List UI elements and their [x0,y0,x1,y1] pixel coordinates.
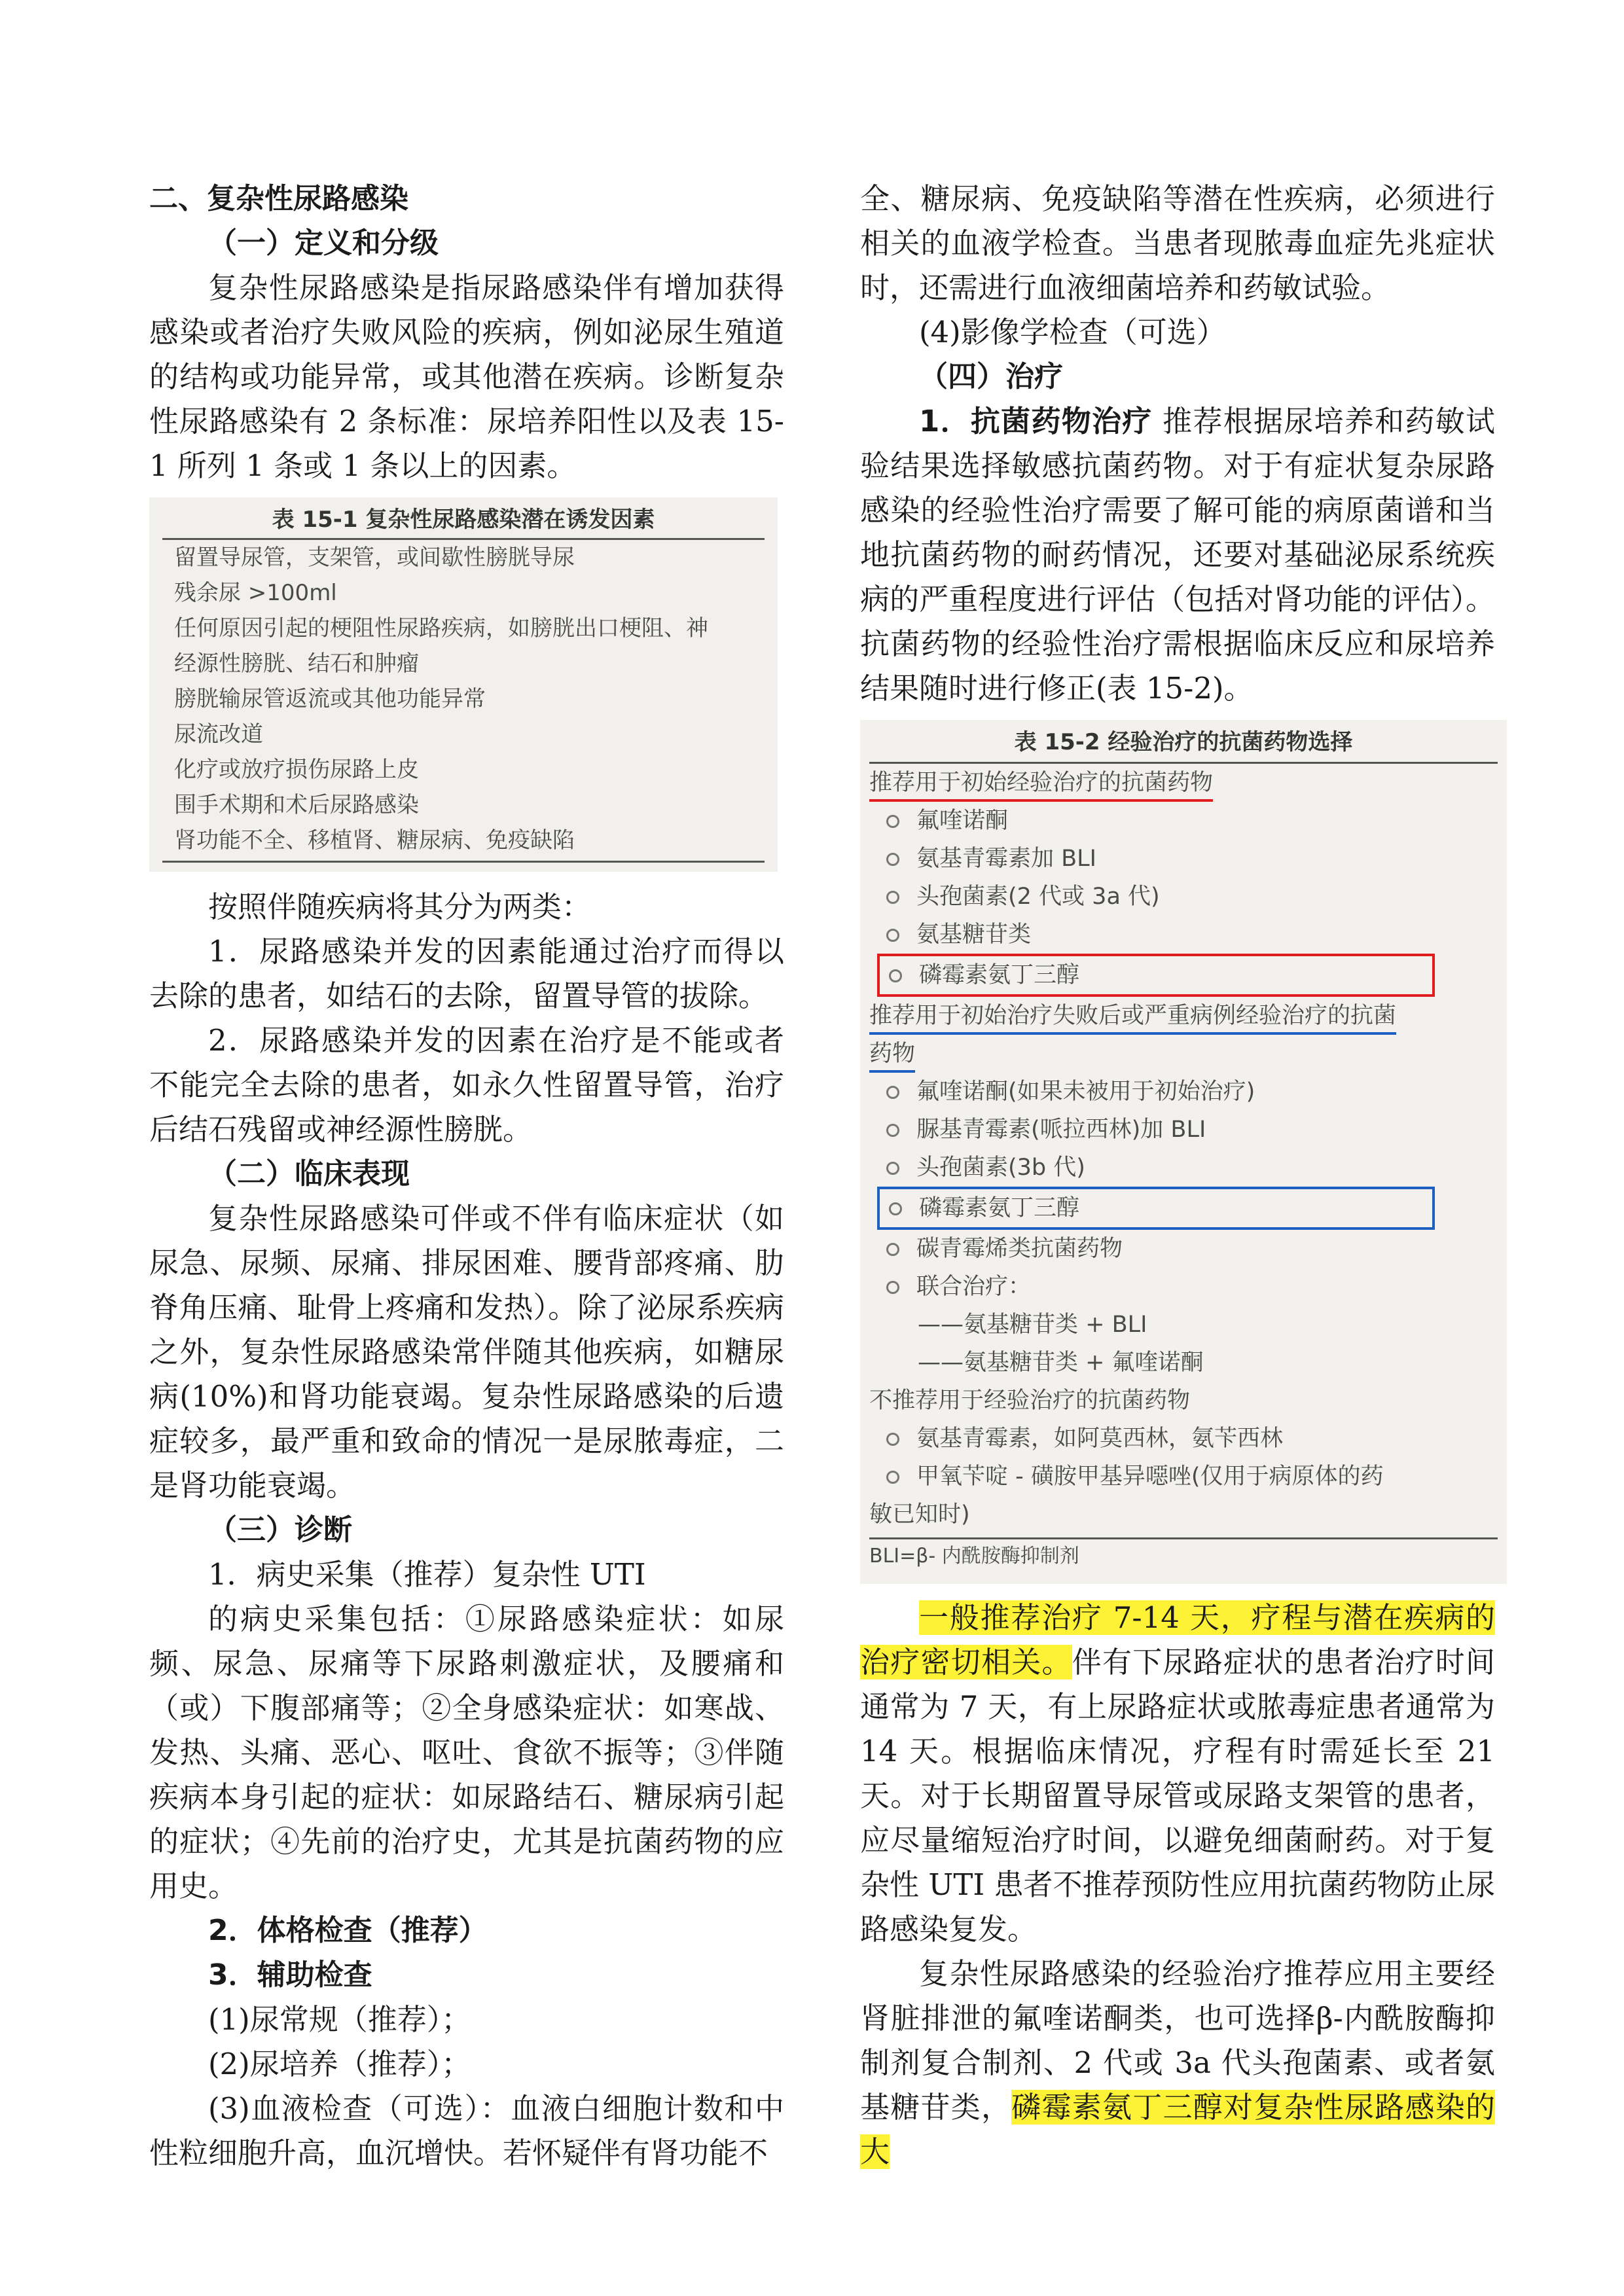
table-item: 氨基糖苷类 [869,916,1498,954]
table-item-tail: 敏已知时) [869,1501,970,1528]
table-item: 氨基青霉素，如阿莫西林，氨苄西林 [869,1420,1498,1458]
paragraph-course: 一般推荐治疗 7-14 天，疗程与潜在疾病的治疗密切相关。伴有下尿路症状的患者治疗时间通常为 7 天，有上尿路症状或脓毒症患者通常为 14 天。根据临床情况，疗程有时需延长至 21 天。对于长期留置导尿管或尿路支架管的患者，应尽量缩短治疗时间，以避免细菌耐药。对于复杂性 UTI 患者不推荐预防性应用抗菌药物防止尿路感染复发。 [860,1600,1495,1946]
bullet-icon [886,853,899,866]
paragraph-continued: 全、糖尿病、免疫缺陷等潜在性疾病，必须进行相关的血液学检查。当患者现脓毒血症先兆症状时，还需进行血液细菌培养和药敏试验。 [860,181,1495,305]
table-item: 氟喹诺酮 [869,802,1498,840]
antibiotic-text: 推荐根据尿培养和药敏试验结果选择敏感抗菌药物。对于有症状复杂尿路感染的经验性治疗需要了解可能的病原菌谱和当地抗菌药物的耐药情况，还要对基础泌尿系统疾病的严重程度进行评估（包括对肾功能的评估）。抗菌药物的经验性治疗需根据临床反应和尿培养结果随时进行修正(表 15-2)。 [860,404,1495,706]
table-section-failed [869,997,1498,1035]
bullet-icon [886,929,899,942]
table-item: 甲氧苄啶 - 磺胺甲基异噁唑(仅用于病原体的药 [869,1458,1498,1496]
table-item: 脲基青霉素(哌拉西林)加 BLI [869,1111,1498,1149]
table-row: 围手术期和术后尿路感染 [174,792,419,818]
bullet-icon [886,1162,899,1175]
table-title: 表 15-1 复杂性尿路感染潜在诱发因素 [162,501,765,540]
bullet-icon [889,1202,902,1215]
table-15-1 [149,497,778,872]
table-item-boxed-blue [869,1187,1498,1230]
table-section-initial [869,764,1498,802]
paragraph-history: 的病史采集包括：①尿路感染症状：如尿频、尿急、尿痛等下尿路刺激症状，及腰痛和（或）下腹部痛等；②全身感染症状：如寒战、发热、头痛、恶心、呕吐、食欲不振等；③伴随疾病本身引起的症状：如尿路结石、糖尿病引起的症状；④先前的治疗史，尤其是抗菌药物的应用史。 [149,1602,784,1903]
subheading-clinical: （二）临床表现 [208,1157,410,1191]
bullet-icon [886,1433,899,1446]
table-row: 尿流改道 [174,721,263,747]
right-column [860,177,1495,2174]
bullet-icon [886,1281,899,1294]
paragraph-class-2: 2．尿路感染并发的因素在治疗是不能或者不能完全去除的患者，如永久性留置导管，治疗后结石残留或神经源性膀胱。 [149,1023,784,1147]
blue-box: 磷霉素氨丁三醇 [877,1187,1435,1230]
paragraph-classify: 按照伴随疾病将其分为两类： [208,889,592,924]
subheading-physical-exam: 2．体格检查（推荐） [208,1914,488,1947]
table-item: 头孢菌素(2 代或 3a 代) [869,878,1498,916]
table-row: 经源性膀胱、结石和肿瘤 [174,651,419,677]
table-row: 膀胱输尿管返流或其他功能异常 [174,686,486,712]
table-item: 头孢菌素(3b 代) [869,1149,1498,1187]
table-row: 化疗或放疗损伤尿路上皮 [174,757,419,783]
paragraph-empirical: 复杂性尿路感染的经验治疗推荐应用主要经肾脏排泄的氟喹诺酮类，也可选择β-内酰胺酶抑制剂复合制剂、2 代或 3a 代头孢菌素、或者氨基糖苷类，磷霉素氨丁三醇对复杂性尿路感染的大 [860,1956,1495,2169]
paragraph-aux-2: (2)尿培养（推荐）； [208,2047,471,2081]
paragraph-aux-1: (1)尿常规（推荐）； [208,2002,471,2037]
section-heading: 二、复杂性尿路感染 [149,182,408,215]
table-item: 联合治疗： [869,1268,1498,1306]
red-underline: 推荐用于初始经验治疗的抗菌药物 [869,766,1213,802]
table-item: 氟喹诺酮(如果未被用于初始治疗) [869,1073,1498,1111]
bullet-icon [886,1243,899,1256]
highlighted-text: 磷霉素氨丁三醇对复杂性尿路感染的大 [860,2090,1495,2169]
table-title: 表 15-2 经验治疗的抗菌药物选择 [869,723,1498,764]
table-row: 任何原因引起的梗阻性尿路疾病，如膀胱出口梗阻、神 [174,615,708,641]
table-row: 留置导尿管，支架管，或间歇性膀胱导尿 [174,545,575,571]
subheading-aux-exam: 3．辅助检查 [208,1958,372,1992]
antibiotic-heading: 1．抗菌药物治疗 [919,404,1153,439]
paragraph-aux-4: (4)影像学检查（可选） [919,315,1226,350]
table-item: 碳青霉烯类抗菌药物 [869,1230,1498,1268]
subheading-treatment: （四）治疗 [919,360,1063,393]
bullet-icon [886,1124,899,1137]
table-section-failed-cont [869,1035,1498,1073]
table-item-boxed-red [869,954,1498,997]
paragraph-antibiotic [860,399,1495,711]
bullet-icon [886,1471,899,1484]
table-15-2 [860,720,1507,1584]
bullet-icon [886,815,899,828]
table-rule [162,861,765,863]
bullet-icon [886,1086,899,1099]
table-item: 氨基青霉素加 BLI [869,840,1498,878]
table-subitem: ——氨基糖苷类 + BLI [918,1312,1147,1338]
highlighted-text: 一般推荐治疗 7-14 天，疗程与潜在疾病的治疗密切相关。 [860,1600,1495,1679]
bullet-icon [886,891,899,904]
paragraph-clinical: 复杂性尿路感染可伴或不伴有临床症状（如尿急、尿频、尿痛、排尿困难、腰背部疼痛、肋脊角压痛、耻骨上疼痛和发热）。除了泌尿系疾病之外，复杂性尿路感染常伴随其他疾病，如糖尿病(10%)和肾功能衰竭。复杂性尿路感染的后遗症较多，最严重和致命的情况一是尿脓毒症，二是肾功能衰竭。 [149,1201,784,1503]
paragraph-history-title: 1．病史采集（推荐）复杂性 UTI [208,1557,646,1592]
paragraph-aux-3: (3)血液检查（可选）：血液白细胞计数和中性粒细胞升高，血沉增快。若怀疑伴有肾功能不 [149,2091,784,2170]
table-section-not-recommended: 不推荐用于经验治疗的抗菌药物 [869,1388,1191,1414]
paragraph-definition: 复杂性尿路感染是指尿路感染伴有增加获得感染或者治疗失败风险的疾病，例如泌尿生殖道的结构或功能异常，或其他潜在疾病。诊断复杂性尿路感染有 2 条标准：尿培养阳性以及表 15-1 所列 1 条或 1 条以上的因素。 [149,270,784,483]
table-row: 残余尿 >100ml [174,580,337,606]
table-subitem: ——氨基糖苷类 + 氟喹诺酮 [918,1350,1204,1376]
bullet-icon [889,969,902,982]
subheading-definition: （一）定义和分级 [208,226,439,260]
blue-underline: 推荐用于初始治疗失败后或严重病例经验治疗的抗菌 [869,999,1396,1035]
blue-underline: 药物 [869,1037,915,1073]
table-row: 肾功能不全、移植肾、糖尿病、免疫缺陷 [174,827,575,853]
subheading-diagnosis: （三）诊断 [208,1513,352,1547]
paragraph-class-1: 1．尿路感染并发的因素能通过治疗而得以去除的患者，如结石的去除，留置导管的拔除。 [149,934,784,1013]
red-box: 磷霉素氨丁三醇 [877,954,1435,997]
left-column [149,177,784,2176]
table-footnote: BLI=β- 内酰胺酶抑制剂 [869,1537,1498,1573]
